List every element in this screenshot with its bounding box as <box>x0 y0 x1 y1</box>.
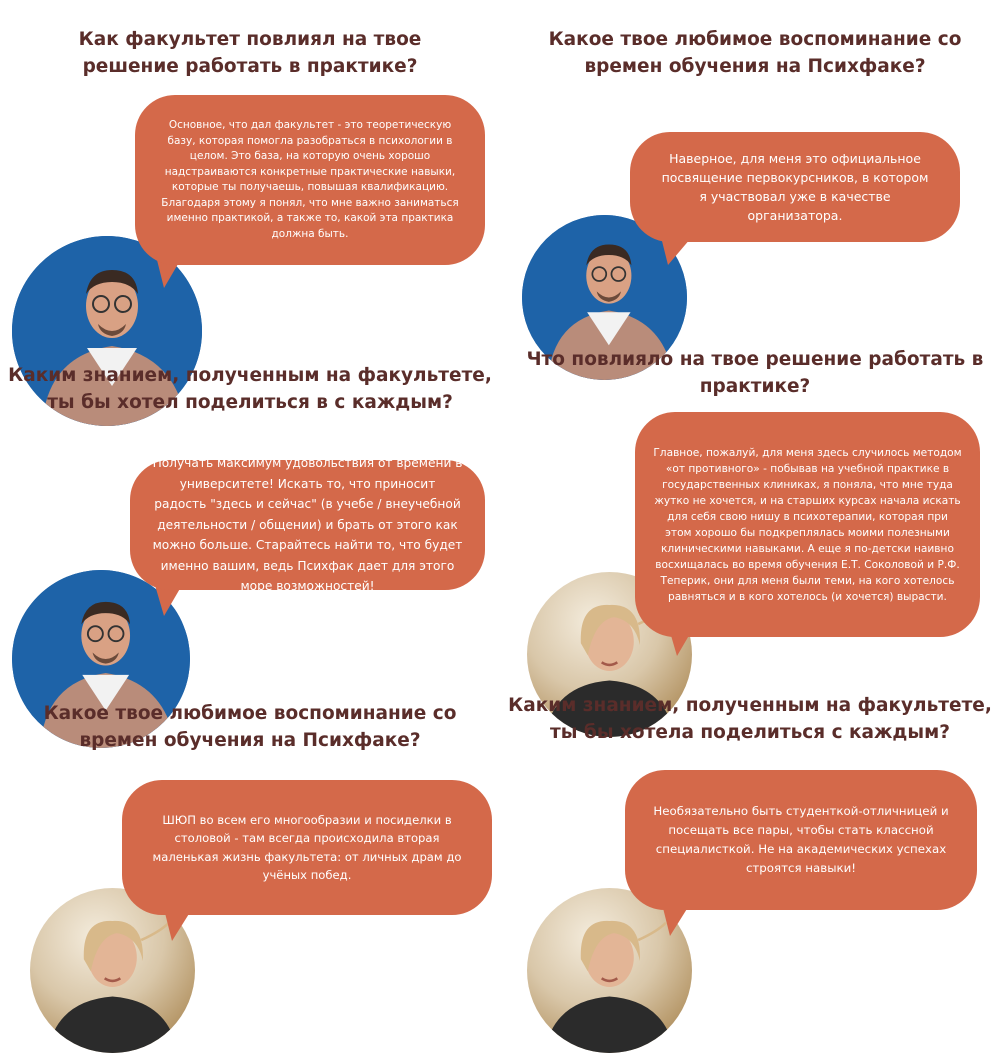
card-3-question: Каким знанием, полученным на факультете, ты бы хотел поделиться в с каждым? <box>8 365 492 413</box>
card-1-answer-bubble <box>135 95 485 265</box>
card-3-answer-text: Получать максимум удовольствия от времени в университете! Искать то, что приносит радость "здесь и сейчас" (в учебе / внеучебной деятельности / общении) и брать от этого как можно больше. Старайтесь найти то, что будет именно вашим, ведь Психфак дает для этого море возможностей! <box>152 456 463 594</box>
card-4-question: Что повлияло на твое решение работать в практике? <box>526 349 984 397</box>
card-3-answer-bubble <box>130 456 485 594</box>
card-5-answer-bubble <box>122 780 492 915</box>
card-4-answer-text: Главное, пожалуй, для меня здесь случилось методом «от противного» - побывав на учебной практике в государственных клиниках, я поняла, что мне туда жутко не хочется, и на старших курсах начала искать для себя свою нишу в психотерапии, которая при этом хорошо бы подкреплялась моими полезными клиническими навыками. А еще я по-детски наивно восхищалась во время обучения Е.Т. Соколовой и Р.Ф. Теперик, они для меня были теми, на кого хотелось равняться и в кого хотелось (и хочется) вырасти. <box>653 446 962 603</box>
card-6-question: Каким знанием, полученным на факультете, ты бы хотела поделиться с каждым? <box>508 695 992 743</box>
card-1-answer-text: Основное, что дал факультет - это теоретическую базу, которая помогла разобраться в психологии в целом. Это база, на которую очень хорошо надстраиваются конкретные практические навыки, которые ты получаешь, повышая квалификацию. Благодаря этому я понял, что мне важно заниматься именно практикой, а также то, какой эта практика должна быть. <box>161 119 459 240</box>
card-5-answer-text: ШЮП во всем его многообразии и посиделки в столовой - там всегда происходила вторая маленькая жизнь факультета: от личных драм до учёных побед. <box>152 812 462 882</box>
card-6-answer-bubble <box>625 770 977 910</box>
card-2-question: Какое твое любимое воспоминание со времен обучения на Психфаке? <box>548 29 962 77</box>
card-5-question: Какое твое любимое воспоминание со времен обучения на Психфаке? <box>43 703 457 751</box>
card-2-answer-bubble <box>630 132 960 242</box>
card-2-answer-text: Наверное, для меня это официальное посвящение первокурсников, в котором я участвовал уже в качестве организатора. <box>661 151 929 223</box>
card-1-question: Как факультет повлиял на твое решение работать в практике? <box>78 29 422 77</box>
card-6-answer-text: Необязательно быть студенткой-отличницей и посещать все пары, чтобы стать классной специалисткой. Не на академических успехах строятся навыки! <box>653 804 949 875</box>
card-4-answer-bubble <box>635 412 980 637</box>
